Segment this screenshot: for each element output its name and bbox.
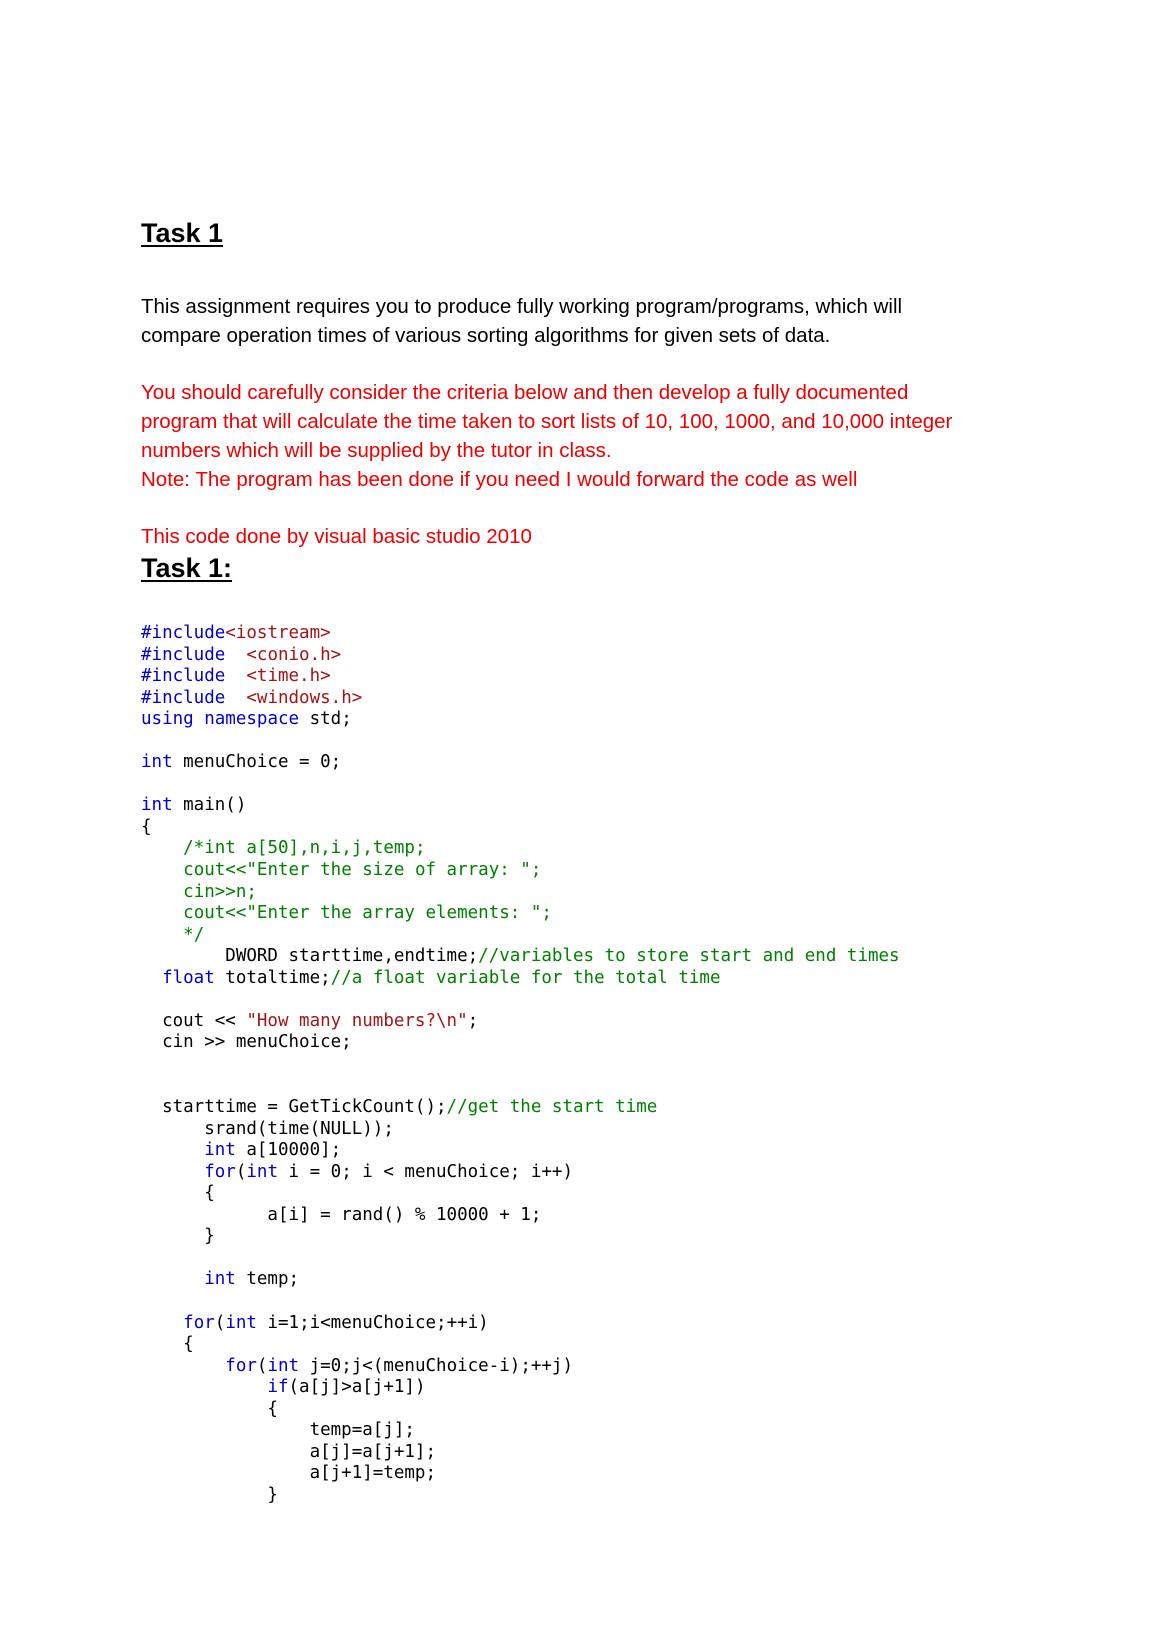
code-token: int: [246, 1161, 278, 1182]
code-token: for: [183, 1312, 215, 1333]
code-token: a[j+1]=temp;: [141, 1463, 437, 1484]
code-token: [141, 860, 183, 880]
code-token: */: [183, 924, 205, 945]
code-token: float: [162, 967, 215, 988]
code-token: }: [141, 1226, 215, 1247]
code-token: menuChoice = 0;: [172, 752, 342, 773]
code-token: /*int a[50],n,i,j,temp;: [183, 838, 426, 859]
code-line: [141, 1075, 900, 1097]
code-line: [141, 989, 900, 1011]
code-line: [141, 1162, 900, 1184]
code-token: <conio.h>: [246, 644, 342, 665]
code-token: j=0;j<(menuChoice-i);++j): [299, 1355, 573, 1376]
code-token: starttime = GetTickCount();: [141, 1097, 447, 1118]
code-line: [141, 1334, 900, 1356]
code-line: [141, 1399, 900, 1421]
task-heading: Task 1: [141, 218, 224, 248]
code-token: i=1;i<menuChoice;++i): [256, 1312, 489, 1333]
code-line: [141, 968, 900, 990]
code-line: [141, 1463, 900, 1485]
code-line: [141, 1226, 900, 1248]
code-line: [141, 709, 900, 731]
code-token: temp;: [235, 1269, 300, 1290]
code-line: [141, 925, 900, 947]
code-token: (: [235, 1161, 247, 1182]
code-token: [141, 1377, 267, 1397]
code-line: [141, 623, 900, 645]
code-token: cin >> menuChoice;: [141, 1032, 352, 1053]
code-token: #include: [141, 687, 226, 708]
requirement-line-2: program that will calculate the time taken to sort lists of 10, 100, 1000, and 10,000 integer: [141, 410, 953, 433]
code-token: }: [141, 1484, 278, 1505]
code-token: [225, 666, 246, 686]
note-line: Note: The program has been done if you need I would forward the code as well: [141, 468, 858, 491]
code-token: cin>>n;: [183, 881, 257, 902]
code-token: [225, 645, 246, 665]
code-line: [141, 1356, 900, 1378]
code-token: [141, 882, 183, 902]
code-token: std;: [299, 709, 352, 730]
code-line: [141, 1119, 900, 1141]
code-token: using: [141, 709, 194, 730]
code-token: srand(time(NULL));: [141, 1118, 394, 1139]
code-token: int: [204, 1140, 236, 1161]
code-line: [141, 903, 900, 925]
code-line: [141, 1313, 900, 1335]
code-line: [141, 1485, 900, 1507]
code-token: [141, 1356, 225, 1376]
intro-line-1: This assignment requires you to produce fully working program/programs, which will: [141, 295, 903, 318]
code-token: [141, 925, 183, 945]
requirement-line-1: You should carefully consider the criteria below and then develop a fully documented: [141, 381, 909, 404]
code-token: if: [267, 1377, 289, 1398]
code-token: i = 0; i < menuChoice; i++): [277, 1161, 573, 1182]
code-line: [141, 1291, 900, 1313]
code-token: [141, 1162, 204, 1182]
code-line: [141, 882, 900, 904]
code-line: [141, 666, 900, 688]
code-token: [141, 838, 183, 858]
code-token: {: [141, 1183, 215, 1204]
code-token: [141, 1140, 204, 1160]
code-token: cout <<: [141, 1010, 247, 1031]
code-token: int: [141, 795, 173, 816]
code-line: [141, 1097, 900, 1119]
code-token: DWORD starttime,endtime;: [141, 946, 479, 967]
code-token: ;: [467, 1010, 479, 1031]
code-token: //a float variable for the total time: [330, 967, 721, 988]
code-line: [141, 1205, 900, 1227]
code-token: <iostream>: [225, 623, 331, 643]
code-token: int: [225, 1312, 257, 1333]
code-line: [141, 752, 900, 774]
code-token: //get the start time: [446, 1097, 658, 1118]
code-line: [141, 1054, 900, 1076]
code-token: for: [225, 1355, 257, 1376]
code-line: [141, 946, 900, 968]
code-line: [141, 1420, 900, 1442]
code-token: #include: [141, 623, 226, 643]
code-line: [141, 795, 900, 817]
code-line: [141, 731, 900, 753]
code-token: #include: [141, 666, 226, 687]
code-token: temp=a[j];: [141, 1420, 415, 1441]
code-token: (: [214, 1312, 226, 1333]
code-token: "How many numbers?\n": [246, 1010, 468, 1031]
code-token: <windows.h>: [246, 687, 363, 708]
code-line: [141, 1442, 900, 1464]
code-token: totaltime;: [214, 967, 331, 988]
code-line: [141, 1377, 900, 1399]
intro-line-2: compare operation times of various sorting algorithms for given sets of data.: [141, 324, 831, 347]
code-token: #include: [141, 644, 226, 665]
code-token: [194, 709, 205, 729]
code-token: int: [141, 752, 173, 773]
code-line: [141, 1140, 900, 1162]
code-line: [141, 1269, 900, 1291]
task-code-heading: Task 1:: [141, 553, 233, 583]
code-token: {: [141, 816, 152, 837]
code-line: [141, 1183, 900, 1205]
code-line: [141, 817, 900, 839]
code-token: <time.h>: [246, 666, 331, 687]
code-token: [141, 1313, 183, 1333]
code-token: int: [204, 1269, 236, 1290]
code-token: [225, 688, 246, 708]
code-token: for: [204, 1161, 236, 1182]
code-line: [141, 1248, 900, 1270]
code-line: [141, 645, 900, 667]
studio-note: This code done by visual basic studio 2010: [141, 525, 532, 548]
code-line: [141, 838, 900, 860]
code-token: namespace: [204, 709, 300, 730]
code-token: [141, 1269, 204, 1289]
code-token: a[10000];: [235, 1140, 342, 1161]
code-line: [141, 1032, 900, 1054]
code-token: a[j]=a[j+1];: [141, 1441, 437, 1462]
code-token: //variables to store start and end times: [478, 946, 900, 967]
code-token: (a[j]>a[j+1]): [288, 1377, 426, 1398]
code-token: [141, 968, 162, 988]
code-token: main(): [172, 795, 247, 816]
code-token: {: [141, 1398, 278, 1419]
code-line: [141, 688, 900, 710]
code-token: a[i] = rand() % 10000 + 1;: [141, 1204, 542, 1225]
code-line: [141, 774, 900, 796]
code-line: [141, 860, 900, 882]
code-block: [141, 623, 900, 1506]
code-token: cout<<"Enter the size of array: ";: [183, 860, 542, 881]
code-token: (: [256, 1355, 268, 1376]
code-token: {: [141, 1334, 194, 1355]
code-token: int: [267, 1355, 300, 1376]
code-line: [141, 1011, 900, 1033]
code-token: [141, 903, 183, 923]
requirement-line-3: numbers which will be supplied by the tutor in class.: [141, 439, 612, 462]
code-token: cout<<"Enter the array elements: ";: [183, 903, 552, 924]
